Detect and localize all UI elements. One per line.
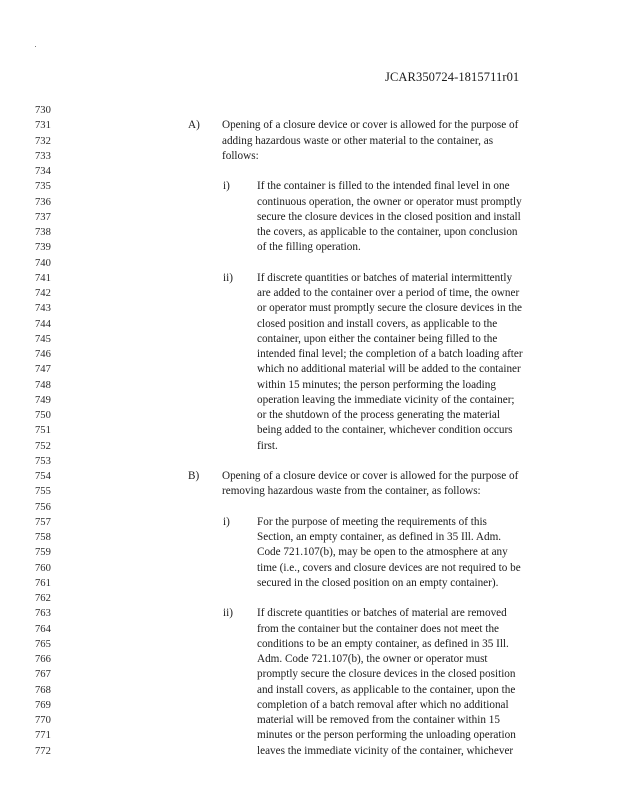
- line-number: 740: [35, 257, 51, 269]
- document-line: [0, 393, 618, 408]
- line-number: 765: [35, 638, 51, 650]
- line-number: 731: [35, 120, 51, 132]
- line-number: 756: [35, 501, 51, 513]
- line-number: 764: [35, 623, 51, 635]
- line-number: 737: [35, 211, 51, 223]
- line-number: 771: [35, 730, 51, 742]
- document-line: [0, 408, 618, 423]
- document-line: [0, 164, 618, 179]
- line-text: which no additional material will be added to the container: [257, 363, 521, 376]
- document-line: [0, 179, 618, 194]
- document-line: [0, 454, 618, 469]
- line-text: minutes or the person performing the unloading operation: [257, 729, 516, 742]
- line-number: 758: [35, 532, 51, 543]
- line-text: first.: [257, 439, 278, 452]
- line-text: closed position and install covers, as applicable to the: [257, 317, 498, 330]
- document-line: [0, 118, 618, 133]
- line-number: 738: [35, 227, 51, 238]
- document-line: [0, 667, 618, 682]
- document-line: [0, 591, 618, 606]
- document-line: [0, 484, 618, 499]
- line-number: 750: [35, 410, 51, 421]
- line-text: intended final level; the completion of a batch loading after: [257, 348, 523, 360]
- line-text: Adm. Code 721.107(b), the owner or operator must: [257, 653, 488, 665]
- document-line: [0, 210, 618, 225]
- line-number: 768: [35, 684, 51, 696]
- line-text: are added to the container over a period of time, the owner: [257, 287, 520, 299]
- line-text: If discrete quantities or batches of material are removed: [257, 607, 507, 620]
- line-number: 761: [35, 577, 51, 589]
- line-number: 772: [35, 745, 51, 757]
- line-text: leaves the immediate vicinity of the container, whichever: [257, 744, 514, 757]
- line-number: 763: [35, 608, 51, 620]
- line-text: conditions to be an empty container, as defined in 35 Ill.: [257, 637, 509, 650]
- document-line: [0, 256, 618, 271]
- document-line: [0, 195, 618, 210]
- document-line: [0, 515, 618, 530]
- document-line: [0, 271, 618, 286]
- line-number: 734: [35, 166, 51, 177]
- line-text: removing hazardous waste from the container, as follows:: [222, 485, 481, 498]
- line-number: 752: [35, 440, 51, 452]
- document-line: [0, 301, 618, 316]
- document-line: [0, 240, 618, 255]
- line-text: Section, an empty container, as defined in 35 Ill. Adm.: [257, 531, 502, 543]
- line-text: or the shutdown of the process generating the material: [257, 409, 500, 421]
- document-line: [0, 545, 618, 560]
- line-text: For the purpose of meeting the requirements of this: [257, 515, 487, 528]
- item-label: i): [223, 515, 230, 528]
- document-line: [0, 423, 618, 438]
- document-line: [0, 469, 618, 484]
- line-number: 742: [35, 288, 51, 299]
- document-line: [0, 606, 618, 621]
- line-number: 747: [35, 364, 51, 376]
- document-line: [0, 347, 618, 362]
- document-line: [0, 652, 618, 667]
- line-number: 748: [35, 379, 51, 391]
- document-line: [0, 134, 618, 149]
- document-line: [0, 728, 618, 743]
- document-line: [0, 439, 618, 454]
- document-line: [0, 286, 618, 301]
- line-text: operation leaving the immediate vicinity of the container;: [257, 393, 515, 406]
- item-label: ii): [223, 271, 233, 284]
- line-number: 730: [35, 105, 51, 116]
- document-line: [0, 561, 618, 576]
- line-number: 759: [35, 547, 51, 559]
- line-number: 732: [35, 135, 51, 147]
- line-text: secured in the closed position on an empty container).: [257, 576, 499, 589]
- document-line: [0, 683, 618, 698]
- line-number: 760: [35, 562, 51, 574]
- line-text: completion of a batch removal after which no additional: [257, 698, 509, 711]
- document-line: [0, 103, 618, 118]
- line-number: 762: [35, 593, 51, 604]
- line-text: adding hazardous waste or other material to the container, as: [222, 134, 494, 147]
- line-text: If discrete quantities or batches of material intermittently: [257, 271, 513, 284]
- line-number: 754: [35, 471, 51, 482]
- line-text: material will be removed from the container within 15: [257, 714, 500, 726]
- line-number: 746: [35, 349, 51, 360]
- line-text: continuous operation, the owner or operator must promptly: [257, 195, 522, 208]
- line-number: 745: [35, 333, 51, 345]
- document-line: [0, 622, 618, 637]
- line-text: within 15 minutes; the person performing the loading: [257, 378, 496, 391]
- line-text: or operator must promptly secure the closure devices in the: [257, 302, 522, 315]
- line-number: 739: [35, 242, 51, 254]
- document-line: [0, 713, 618, 728]
- line-text: Code 721.107(b), may be open to the atmosphere at any: [257, 546, 508, 559]
- line-text: Opening of a closure device or cover is allowed for the purpose of: [222, 119, 519, 132]
- line-text: secure the closure devices in the closed position and install: [257, 210, 521, 223]
- line-number: 735: [35, 181, 51, 193]
- line-number: 753: [35, 455, 51, 467]
- line-number: 736: [35, 196, 51, 208]
- line-text: time (i.e., covers and closure devices are not required to be: [257, 561, 521, 574]
- subsection-label: A): [188, 119, 200, 132]
- line-number: 755: [35, 486, 51, 498]
- document-line: [0, 637, 618, 652]
- line-number: 769: [35, 699, 51, 711]
- item-label: i): [223, 180, 230, 193]
- document-line: [0, 225, 618, 240]
- line-text: container, upon either the container being filled to the: [257, 332, 498, 345]
- document-id-header: JCAR350724-1815711r01: [385, 70, 520, 84]
- line-number: 766: [35, 654, 51, 665]
- document-line: [0, 149, 618, 164]
- line-number: 770: [35, 715, 51, 726]
- document-line: [0, 530, 618, 545]
- line-text: follows:: [222, 149, 259, 162]
- line-text: and install covers, as applicable to the container, upon the: [257, 683, 516, 696]
- line-number: 767: [35, 669, 51, 681]
- document-line: [0, 317, 618, 332]
- line-number: 741: [35, 272, 51, 284]
- line-text: the covers, as applicable to the container, upon conclusion: [257, 226, 518, 238]
- document-line: [0, 378, 618, 393]
- line-number: 749: [35, 394, 51, 406]
- line-text: promptly secure the closure devices in the closed position: [257, 668, 516, 681]
- document-line: [0, 362, 618, 377]
- line-number: 733: [35, 150, 51, 162]
- document-line: [0, 500, 618, 515]
- line-number: 757: [35, 516, 51, 528]
- line-number: 751: [35, 425, 51, 437]
- subsection-label: B): [188, 470, 200, 482]
- line-number: 744: [35, 318, 51, 330]
- line-text: Opening of a closure device or cover is allowed for the purpose of: [222, 470, 519, 482]
- document-line: [0, 698, 618, 713]
- line-number: 743: [35, 303, 51, 315]
- scan-speck: [35, 46, 36, 47]
- line-text: from the container but the container does not meet the: [257, 622, 500, 635]
- line-text: of the filling operation.: [257, 241, 361, 254]
- line-text: being added to the container, whichever condition occurs: [257, 424, 513, 437]
- document-line: [0, 332, 618, 347]
- document-line: [0, 576, 618, 591]
- item-label: ii): [223, 607, 233, 620]
- document-line: [0, 744, 618, 759]
- line-text: If the container is filled to the intended final level in one: [257, 180, 510, 193]
